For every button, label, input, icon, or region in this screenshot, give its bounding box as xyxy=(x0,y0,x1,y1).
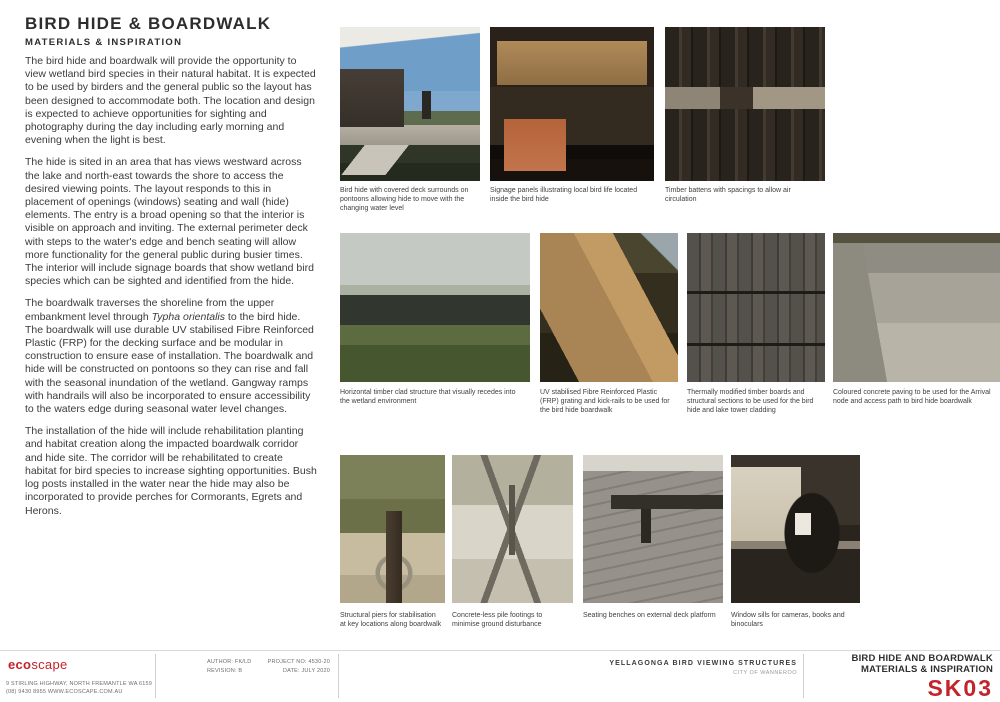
project-title-block xyxy=(600,660,797,676)
photo-timber-clad-structure xyxy=(340,233,530,382)
text-column xyxy=(25,14,317,518)
photo-window-sills xyxy=(731,455,860,603)
photo-caption: Horizontal timber clad structure that visually recedes into the wetland environment xyxy=(340,389,516,406)
photo-caption: Thermally modified timber boards and structural sections to be used for the bird hide and lake tower cladding xyxy=(687,389,814,415)
photo-caption: Signage panels illustrating local bird life located inside the bird hide xyxy=(490,187,638,204)
photo-caption: Bird hide with covered deck surrounds on pontoons allowing hide to move with the changing water level xyxy=(340,187,469,213)
photo-caption: Window sills for cameras, books and binoculars xyxy=(731,612,845,629)
project-info-block xyxy=(238,658,330,676)
ecoscape-logo xyxy=(8,657,68,672)
address-line: 9 STIRLING HIGHWAY, NORTH FREMANTLE WA 6159 xyxy=(6,681,153,687)
address-line: (08) 9430 8955 WWW.ECOSCAPE.COM.AU xyxy=(6,689,123,695)
page-title: BIRD HIDE & BOARDWALK xyxy=(25,14,272,33)
logo-text: scape xyxy=(31,657,68,672)
photo-coloured-concrete-paving xyxy=(833,233,1000,382)
photo-caption: Timber battens with spacings to allow air circulation xyxy=(665,187,791,204)
footer-separator xyxy=(155,654,156,698)
photo-pile-footings xyxy=(452,455,573,603)
title-block-footer xyxy=(0,650,1000,702)
page-subtitle: MATERIALS & INSPIRATION xyxy=(25,37,183,48)
boardwalk-paragraph-end: to the bird hide. The boardwalk will use durable UV stabilised Fibre Reinforced Plastic (FRP) for the decking surface and be modular in construction to ensure ease of installation. The boardwalk and hide will be constructed on pontoons so they can rise and fall with the seasonal inundation of the wetland. Gangway ramps with handrails will also be incorporated to ensure accessibility to the waters edge during seasonal water level changes. xyxy=(25,310,314,416)
footer-separator xyxy=(803,654,804,698)
photo-caption: Seating benches on external deck platform xyxy=(583,612,716,619)
photo-caption: Coloured concrete paving to be used for the Arrival node and access path to bird hide boardwalk xyxy=(833,389,991,406)
project-title: YELLAGONGA BIRD VIEWING STRUCTURES xyxy=(609,660,797,667)
client-name: CITY OF WANNEROO xyxy=(733,670,797,676)
footer-separator xyxy=(338,654,339,698)
sheet-title-line: MATERIALS & INSPIRATION xyxy=(861,663,993,675)
company-address xyxy=(6,680,152,696)
sheet-number: SK03 xyxy=(927,675,993,701)
photo-signage-panels xyxy=(490,27,654,181)
rehabilitation-paragraph: The installation of the hide will include rehabilitation planting and habitat creation along the impacted boardwalk corridor and hide site. The corridor will be rehabilitated to create habitat for bird species to increase sighting opportunities. Bush log posts installed in the water near the hide may also be incorporated to provide perches for Cormorants, Egrets and Herons. xyxy=(25,425,317,517)
boardwalk-paragraph-start: The boardwalk traverses the shoreline from the upper embankment level through xyxy=(25,297,275,323)
photo-caption: Concrete-less pile footings to minimise ground disturbance xyxy=(452,612,543,629)
photo-caption: UV stabilised Fibre Reinforced Plastic (FRP) grating and kick-rails to be used for the bird hide boardwalk xyxy=(540,389,670,415)
photo-seating-benches xyxy=(583,455,723,603)
species-name: Typha orientalis xyxy=(151,310,225,323)
siting-paragraph: The hide is sited in an area that has views westward across the lake and north-east towards the shore to access the desired viewing points. The layout responds to this in placement of openings (windows) seating and wall (hide) elements. The entry is a broad opening so that the interior is visible on approach and inviting. The external perimeter deck with steps to the water's edge and bench seating will allow more functionality for the general public during busier times. The interior will include signage boards that show wetland bird species which can be sighted and identified from the hide. xyxy=(25,156,314,288)
boardwalk-paragraph xyxy=(25,297,317,416)
project-number-label: PROJECT NO: 4530-20 xyxy=(267,659,330,665)
sheet-title-block xyxy=(820,654,993,700)
intro-paragraph: The bird hide and boardwalk will provide the opportunity to view wetland bird species in their natural habitat. It is expected to be used by birders and the general public so the layout has been designed to accommodate both. The location and design is expected to achieve opportunities for sighting and photography during the day including early morning and evening when the light is best. xyxy=(25,55,316,147)
footer-divider-line xyxy=(0,650,1000,651)
revision-label: REVISION: B xyxy=(207,668,243,674)
photo-modified-timber-boards xyxy=(687,233,825,382)
date-label: DATE: JULY 2020 xyxy=(282,668,330,674)
photo-bird-hide-pontoon xyxy=(340,27,480,181)
photo-timber-battens xyxy=(665,27,825,181)
photo-frp-boardwalk xyxy=(540,233,678,382)
author-label: AUTHOR: FK/LD xyxy=(207,659,252,665)
photo-structural-piers xyxy=(340,455,445,603)
photo-caption: Structural piers for stabilisation at key locations along boardwalk xyxy=(340,612,442,629)
logo-text-bold: eco xyxy=(8,657,32,672)
sheet-title-line: BIRD HIDE AND BOARDWALK xyxy=(851,653,993,664)
